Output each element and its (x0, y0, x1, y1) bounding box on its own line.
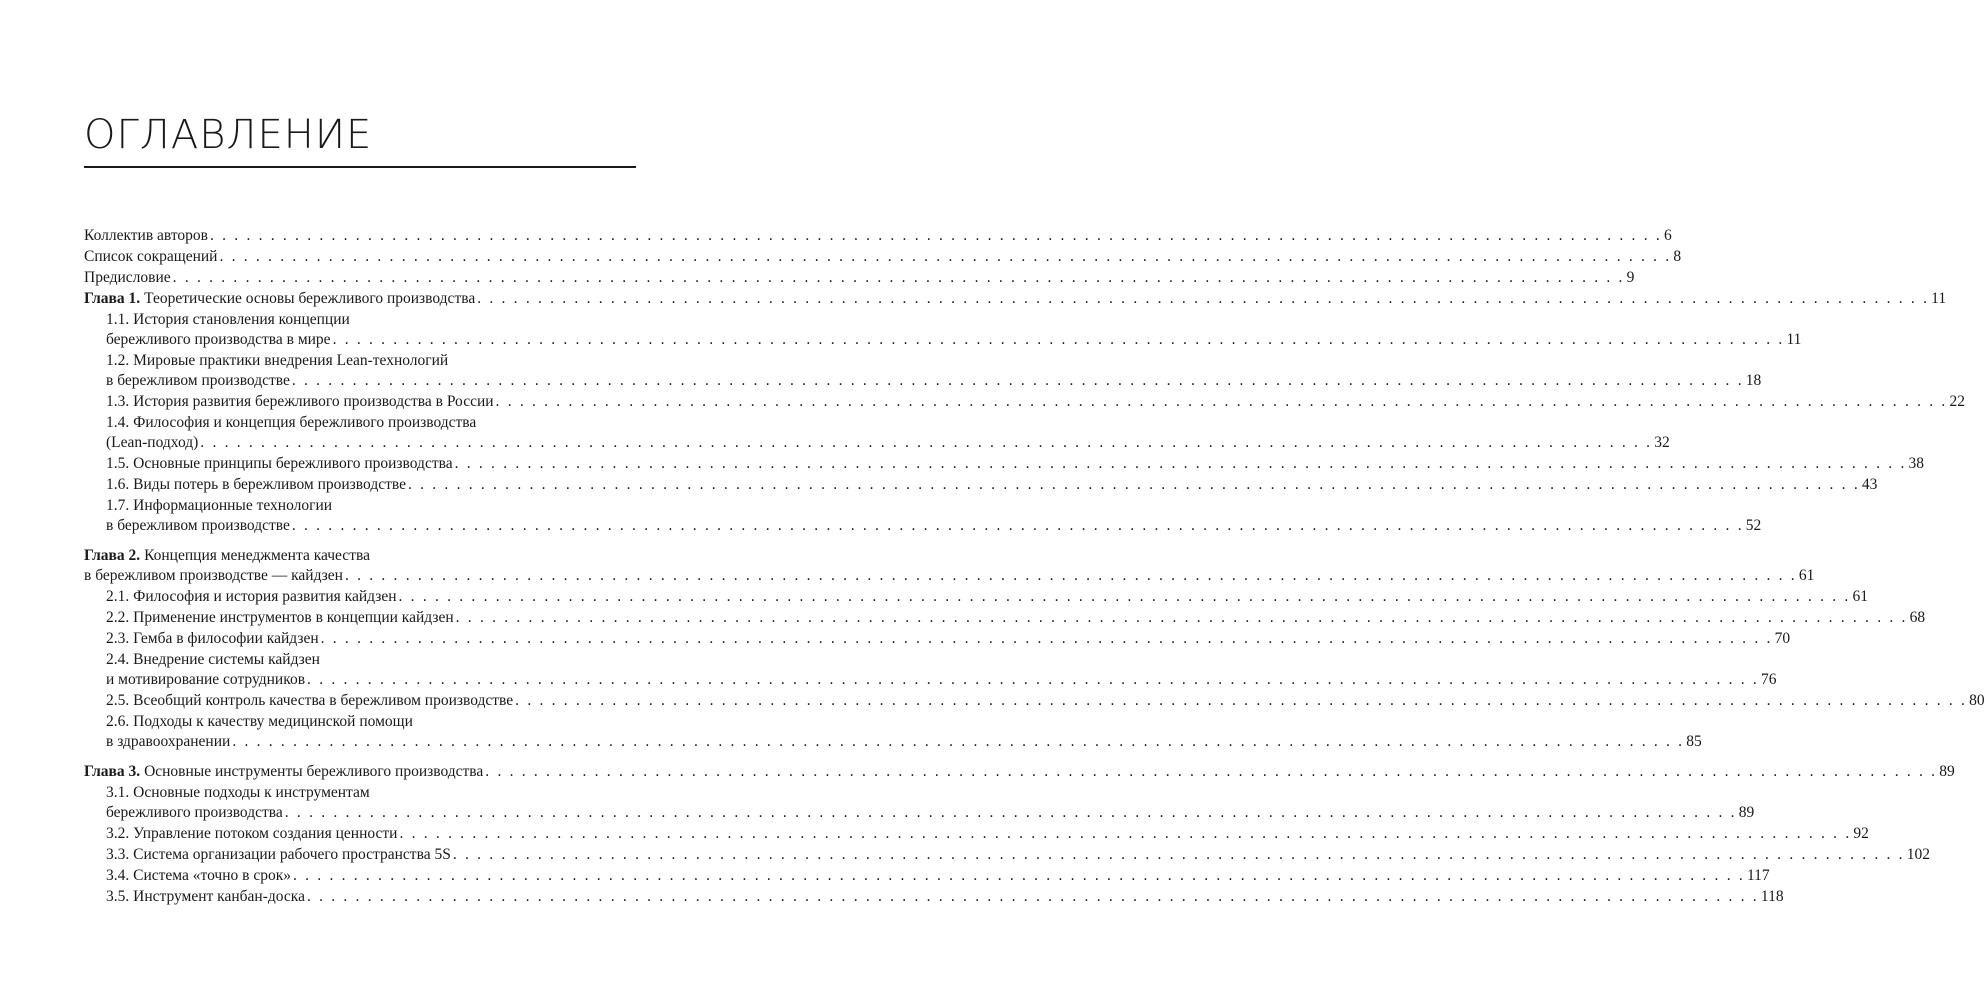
toc-entry-title: 1.3. История развития бережливого производства в России (106, 393, 494, 410)
toc-entry-title: 1.2. Мировые практики внедрения Lean-технологий (106, 352, 449, 369)
toc-entry[interactable] (84, 268, 1635, 288)
toc-entry[interactable] (84, 887, 1784, 907)
toc-entry-title: Предисловие (84, 269, 171, 286)
toc-entry-title: 3.2. Управление потоком создания ценности (106, 825, 398, 842)
dot-leader: . . . . . . . . . . . . . . . . . . . . . . . . . . . . . . . . . . . . . . . . . . . . . . . . . . . . . . . . . . . . . . . . . . . . . . . . . . . . . . . . . . . . . . . . . . . . . . . . . . . . . . . . . . . . . . . . . . . . . . . . (291, 517, 1744, 534)
dot-leader: . . . . . . . . . . . . . . . . . . . . . . . . . . . . . . . . . . . . . . . . . . . . . . . . . . . . . . . . . . . . . . . . . . . . . . . . . . . . . . . . . . . . . . . . . . . . . . . . . . . . . . . . . . . . . . . . . . . . . . . . (485, 763, 1938, 780)
title-rule (84, 166, 636, 168)
dot-leader: . . . . . . . . . . . . . . . . . . . . . . . . . . . . . . . . . . . . . . . . . . . . . . . . . . . . . . . . . . . . . . . . . . . . . . . . . . . . . . . . . . . . . . . . . . . . . . . . . . . . . . . . . . . . . . . . . . . . . . . . (210, 227, 1662, 244)
toc-entry[interactable] (84, 650, 1777, 690)
toc-entry-title: Основные инструменты бережливого производства (144, 763, 484, 780)
page-number: 8 (1673, 248, 1682, 265)
toc-entry-title: бережливого производства (106, 804, 283, 821)
toc-entry-title: 3.4. Система «точно в срок» (106, 867, 291, 884)
dot-leader: . . . . . . . . . . . . . . . . . . . . . . . . . . . . . . . . . . . . . . . . . . . . . . . . . . . . . . . . . . . . . . . . . . . . . . . . . . . . . . . . . . . . . . . . . . . . . . . . . . . . . . . . . . . . . . . . . . . . . . . . (454, 455, 1907, 472)
toc-entry[interactable] (84, 845, 1931, 865)
dot-leader: . . . . . . . . . . . . . . . . . . . . . . . . . . . . . . . . . . . . . . . . . . . . . . . . . . . . . . . . . . . . . . . . . . . . . . . . . . . . . . . . . . . . . . . . . . . . . . . . . . . . . . . . . . . . . . . . . . . . . . . . (293, 867, 1745, 884)
page-number: 80 (1969, 692, 1985, 709)
toc-entry-title: 3.1. Основные подходы к инструментам (106, 784, 370, 801)
toc-entry[interactable] (84, 392, 1965, 412)
toc-entry-title: 1.5. Основные принципы бережливого производства (106, 455, 453, 472)
dot-leader: . . . . . . . . . . . . . . . . . . . . . . . . . . . . . . . . . . . . . . . . . . . . . . . . . . . . . . . . . . . . . . . . . . . . . . . . . . . . . . . . . . . . . . . . . . . . . . . . . . . . . . . . . . . . . . . . . . . . . . . . (200, 434, 1653, 451)
page-number: 11 (1931, 290, 1947, 307)
toc-entry-title: 2.1. Философия и история развития кайдзен (106, 588, 397, 605)
dot-leader: . . . . . . . . . . . . . . . . . . . . . . . . . . . . . . . . . . . . . . . . . . . . . . . . . . . . . . . . . . . . . . . . . . . . . . . . . . . . . . . . . . . . . . . . . . . . . . . . . . . . . . . . . . . . . . . . . . . . . . . . (172, 269, 1625, 286)
page-number: 89 (1738, 804, 1755, 821)
dot-leader: . . . . . . . . . . . . . . . . . . . . . . . . . . . . . . . . . . . . . . . . . . . . . . . . . . . . . . . . . . . . . . . . . . . . . . . . . . . . . . . . . . . . . . . . . . . . . . . . . . . . . . . . . . . . . . . . . . . . . . . . (455, 609, 1908, 626)
toc-entry-title: 3.5. Инструмент канбан-доска (106, 888, 305, 905)
dot-leader: . . . . . . . . . . . . . . . . . . . . . . . . . . . . . . . . . . . . . . . . . . . . . . . . . . . . . . . . . . . . . . . . . . . . . . . . . . . . . . . . . . . . . . . . . . . . . . . . . . . . . . . . . . . . . . . . . . . . . . . . (399, 825, 1852, 842)
toc-entry[interactable] (84, 866, 1770, 886)
dot-leader: . . . . . . . . . . . . . . . . . . . . . . . . . . . . . . . . . . . . . . . . . . . . . . . . . . . . . . . . . . . . . . . . . . . . . . . . . . . . . . . . . . . . . . . . . . . . . . . . . . . . . . . . . . . . . . . . . . . . . . . . (306, 888, 1759, 905)
page-number: 117 (1746, 867, 1770, 884)
dot-leader: . . . . . . . . . . . . . . . . . . . . . . . . . . . . . . . . . . . . . . . . . . . . . . . . . . . . . . . . . . . . . . . . . . . . . . . . . . . . . . . . . . . . . . . . . . . . . . . . . . . . . . . . . . . . . . . . . . . . . . . . (320, 630, 1773, 647)
toc-entry[interactable] (84, 762, 1955, 782)
page-number: 68 (1909, 609, 1926, 626)
page-number: 92 (1853, 825, 1869, 842)
toc-entry[interactable] (84, 712, 1702, 752)
chapter-label: Глава 2. (84, 547, 141, 564)
toc-entry-title: 3.3. Система организации рабочего пространства 5S (106, 846, 451, 863)
toc-entry-title: 1.6. Виды потерь в бережливом производстве (106, 476, 406, 493)
toc-entry-title: в бережливом производстве (106, 372, 290, 389)
toc-entry-title: в здравоохранении (106, 733, 231, 750)
dot-leader: . . . . . . . . . . . . . . . . . . . . . . . . . . . . . . . . . . . . . . . . . . . . . . . . . . . . . . . . . . . . . . . . . . . . . . . . . . . . . . . . . . . . . . . . . . . . . . . . . . . . . . . . . . . . . . . . . . . . . . . . (219, 248, 1672, 265)
dot-leader: . . . . . . . . . . . . . . . . . . . . . . . . . . . . . . . . . . . . . . . . . . . . . . . . . . . . . . . . . . . . . . . . . . . . . . . . . . . . . . . . . . . . . . . . . . . . . . . . . . . . . . . . . . . . . . . . . . . . . . . . (291, 372, 1744, 389)
toc-entry-title: Концепция менеджмента качества (144, 547, 370, 564)
toc-entry-title: бережливого производства в мире (106, 331, 331, 348)
toc-entry-title: (Lean-подход) (106, 434, 199, 451)
toc-entry[interactable] (84, 475, 1878, 495)
page-number: 118 (1760, 888, 1784, 905)
dot-leader: . . . . . . . . . . . . . . . . . . . . . . . . . . . . . . . . . . . . . . . . . . . . . . . . . . . . . . . . . . . . . . . . . . . . . . . . . . . . . . . . . . . . . . . . . . . . . . . . . . . . . . . . . . . . . . . . . . . . . . . . (495, 393, 1948, 410)
page-number: 61 (1798, 567, 1815, 584)
chapter-label: Глава 3. (84, 763, 141, 780)
table-of-contents (84, 226, 1985, 908)
dot-leader: . . . . . . . . . . . . . . . . . . . . . . . . . . . . . . . . . . . . . . . . . . . . . . . . . . . . . . . . . . . . . . . . . . . . . . . . . . . . . . . . . . . . . . . . . . . . . . . . . . . . . . . . . . . . . . . . . . . . . . . . (398, 588, 1851, 605)
toc-entry-title: и мотивирование сотрудников (106, 671, 306, 688)
toc-entry-title: в бережливом производстве — кайдзен (84, 567, 343, 584)
page-number: 32 (1654, 434, 1670, 451)
page-number: 43 (1861, 476, 1878, 493)
page-number: 22 (1949, 393, 1965, 410)
toc-entry[interactable] (84, 310, 1802, 350)
toc-entry[interactable] (84, 824, 1869, 844)
toc-entry[interactable] (84, 691, 1985, 711)
page-number: 76 (1760, 671, 1777, 688)
dot-leader: . . . . . . . . . . . . . . . . . . . . . . . . . . . . . . . . . . . . . . . . . . . . . . . . . . . . . . . . . . . . . . . . . . . . . . . . . . . . . . . . . . . . . . . . . . . . . . . . . . . . . . . . . . . . . . . . . . . . . . . . (307, 671, 1759, 688)
toc-entry-title: 2.5. Всеобщий контроль качества в бережливом производстве (106, 692, 514, 709)
page-number: 9 (1626, 269, 1635, 286)
page-title: ОГЛАВЛЕНИЕ (84, 112, 373, 158)
toc-entry-title: 1.1. История становления концепции (106, 311, 350, 328)
toc-entry-title: в бережливом производстве (106, 517, 290, 534)
dot-leader: . . . . . . . . . . . . . . . . . . . . . . . . . . . . . . . . . . . . . . . . . . . . . . . . . . . . . . . . . . . . . . . . . . . . . . . . . . . . . . . . . . . . . . . . . . . . . . . . . . . . . . . . . . . . . . . . . . . . . . . . (332, 331, 1785, 348)
dot-leader: . . . . . . . . . . . . . . . . . . . . . . . . . . . . . . . . . . . . . . . . . . . . . . . . . . . . . . . . . . . . . . . . . . . . . . . . . . . . . . . . . . . . . . . . . . . . . . . . . . . . . . . . . . . . . . . . . . . . . . . . (284, 804, 1737, 821)
page-number: 85 (1686, 733, 1702, 750)
page-number: 11 (1786, 331, 1802, 348)
toc-entry-title: 1.4. Философия и концепция бережливого производства (106, 414, 477, 431)
toc-entry[interactable] (84, 351, 1762, 391)
toc-entry-title: 2.6. Подходы к качеству медицинской помощи (106, 713, 413, 730)
page-number: 61 (1852, 588, 1868, 605)
chapter-label: Глава 1. (84, 290, 141, 307)
toc-entry-title: 2.4. Внедрение системы кайдзен (106, 651, 320, 668)
toc-entry[interactable] (84, 783, 1755, 823)
page-number: 89 (1939, 763, 1955, 780)
dot-leader: . . . . . . . . . . . . . . . . . . . . . . . . . . . . . . . . . . . . . . . . . . . . . . . . . . . . . . . . . . . . . . . . . . . . . . . . . . . . . . . . . . . . . . . . . . . . . . . . . . . . . . . . . . . . . . . . . . . . . . . . (477, 290, 1930, 307)
toc-entry[interactable] (84, 454, 1925, 474)
page-number: 52 (1745, 517, 1762, 534)
toc-entry[interactable] (84, 496, 1762, 536)
toc-entry[interactable] (84, 413, 1670, 453)
page-number: 70 (1774, 630, 1791, 647)
dot-leader: . . . . . . . . . . . . . . . . . . . . . . . . . . . . . . . . . . . . . . . . . . . . . . . . . . . . . . . . . . . . . . . . . . . . . . . . . . . . . . . . . . . . . . . . . . . . . . . . . . . . . . . . . . . . . . . . . . . . . . . . (344, 567, 1797, 584)
page-number: 102 (1906, 846, 1931, 863)
dot-leader: . . . . . . . . . . . . . . . . . . . . . . . . . . . . . . . . . . . . . . . . . . . . . . . . . . . . . . . . . . . . . . . . . . . . . . . . . . . . . . . . . . . . . . . . . . . . . . . . . . . . . . . . . . . . . . . . . . . . . . . . (232, 733, 1685, 750)
dot-leader: . . . . . . . . . . . . . . . . . . . . . . . . . . . . . . . . . . . . . . . . . . . . . . . . . . . . . . . . . . . . . . . . . . . . . . . . . . . . . . . . . . . . . . . . . . . . . . . . . . . . . . . . . . . . . . . . . . . . . . . . (407, 476, 1860, 493)
toc-entry[interactable] (84, 289, 1947, 309)
page-number: 18 (1745, 372, 1762, 389)
toc-entry[interactable] (84, 247, 1682, 267)
toc-entry[interactable] (84, 587, 1868, 607)
page-number: 38 (1908, 455, 1925, 472)
page-number: 6 (1663, 227, 1672, 244)
toc-entry-title: 2.2. Применение инструментов в концепции кайдзен (106, 609, 454, 626)
dot-leader: . . . . . . . . . . . . . . . . . . . . . . . . . . . . . . . . . . . . . . . . . . . . . . . . . . . . . . . . . . . . . . . . . . . . . . . . . . . . . . . . . . . . . . . . . . . . . . . . . . . . . . . . . . . . . . . . . . . . . . . . (515, 692, 1968, 709)
dot-leader: . . . . . . . . . . . . . . . . . . . . . . . . . . . . . . . . . . . . . . . . . . . . . . . . . . . . . . . . . . . . . . . . . . . . . . . . . . . . . . . . . . . . . . . . . . . . . . . . . . . . . . . . . . . . . . . . . . . . . . . . (452, 846, 1905, 863)
toc-entry-title: Список сокращений (84, 248, 218, 265)
toc-entry[interactable] (84, 546, 1815, 586)
toc-entry-title: Теоретические основы бережливого производства (144, 290, 476, 307)
toc-entry[interactable] (84, 629, 1791, 649)
toc-entry-title: 2.3. Гемба в философии кайдзен (106, 630, 319, 647)
toc-entry[interactable] (84, 608, 1926, 628)
toc-entry-title: Коллектив авторов (84, 227, 208, 244)
toc-entry[interactable] (84, 226, 1672, 246)
toc-entry-title: 1.7. Информационные технологии (106, 497, 333, 514)
